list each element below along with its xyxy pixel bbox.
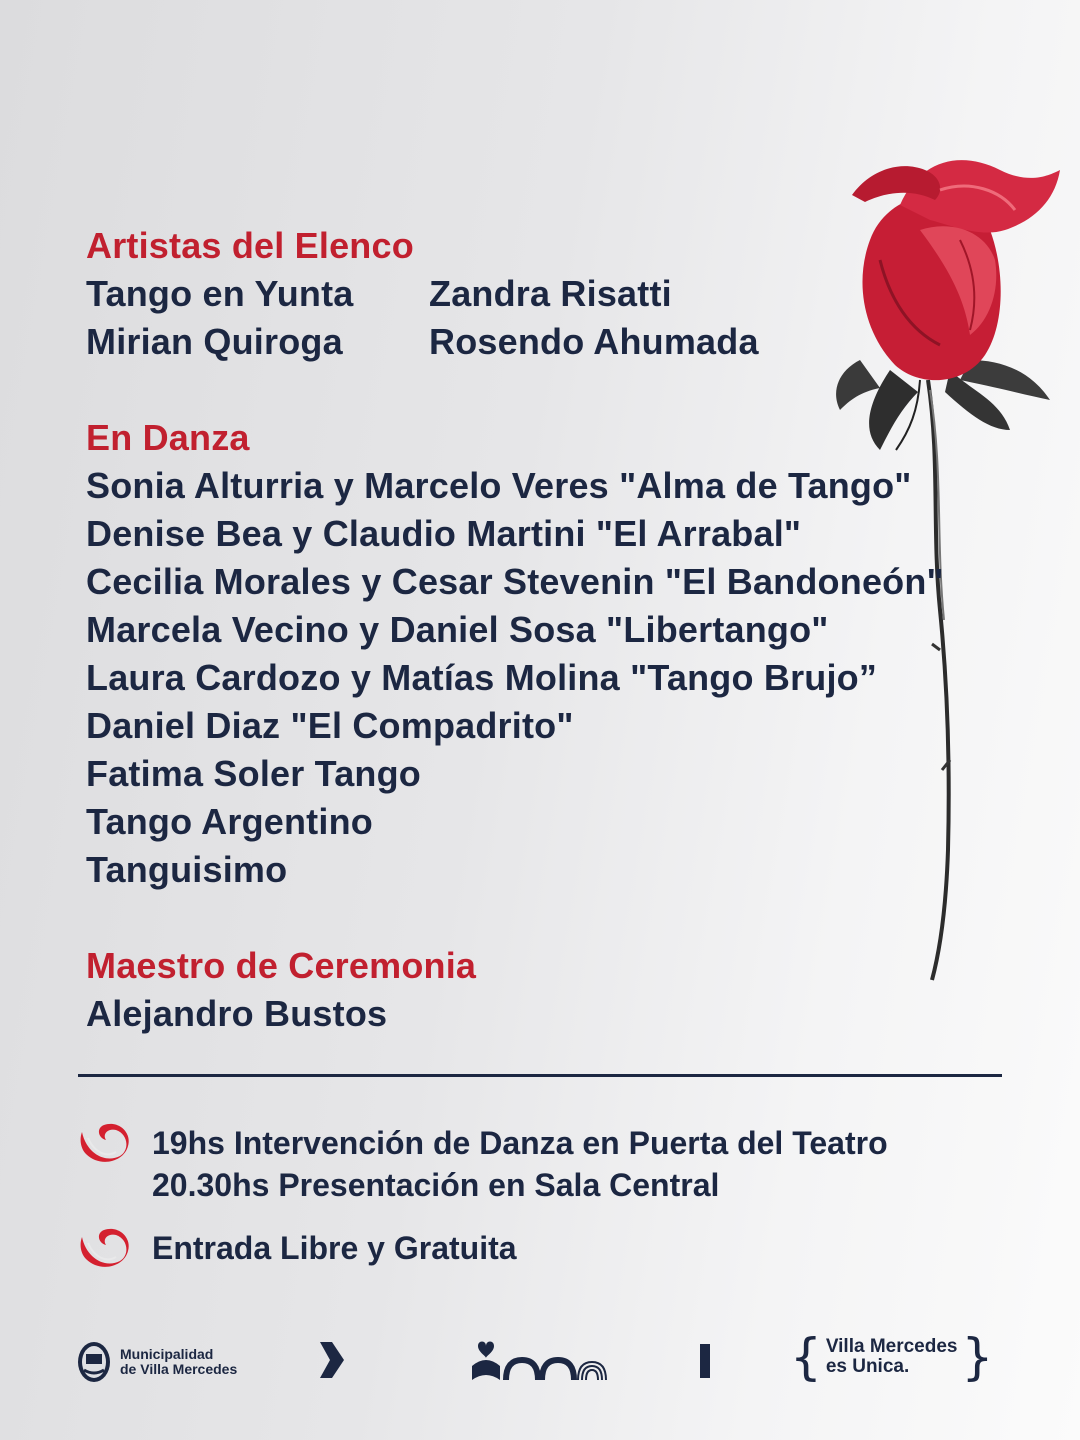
cast-section [86, 222, 1006, 366]
dance-item: Cecilia Morales y Cesar Stevenin "El Bandoneón" [86, 561, 944, 602]
heart-wave-logo [470, 1336, 610, 1384]
dance-item: Denise Bea y Claudio Martini "El Arrabal" [86, 513, 802, 554]
cast-name: Tango en Yunta [86, 273, 354, 314]
dance-item: Daniel Diaz "El Compadrito" [86, 705, 574, 746]
municipality-name [120, 1347, 237, 1377]
cast-name: Mirian Quiroga [86, 321, 343, 362]
admission-text: Entrada Libre y Gratuita [152, 1230, 517, 1266]
separator-bar [700, 1344, 710, 1378]
schedule-line-2: 20.30hs Presentación en Sala Central [152, 1167, 720, 1203]
schedule-text [152, 1122, 888, 1206]
brace-open: { [790, 1328, 822, 1386]
municipality-name-line-1: Municipalidad [120, 1346, 214, 1362]
brand-text [826, 1337, 958, 1377]
brand-line-2: es Unica. [825, 1356, 910, 1377]
program-content [86, 222, 1006, 1086]
dance-item: Tango Argentino [86, 801, 373, 842]
dance-item: Laura Cardozo y Matías Molina "Tango Brujo” [86, 657, 878, 698]
chevron-right-icon [318, 1340, 346, 1380]
cast-name: Zandra Risatti [429, 273, 672, 314]
host-name: Alejandro Bustos [86, 993, 388, 1034]
cast-name: Rosendo Ahumada [429, 321, 759, 362]
cast-heading: Artistas del Elenco [86, 225, 414, 266]
admission-block [78, 1227, 517, 1271]
municipality-logo [76, 1340, 237, 1384]
villa-mercedes-brand [790, 1328, 994, 1386]
schedule-block [78, 1122, 888, 1206]
dance-section [86, 414, 1006, 894]
dance-item: Marcela Vecino y Daniel Sosa "Libertango" [86, 609, 829, 650]
dance-item: Fatima Soler Tango [86, 753, 421, 794]
host-heading: Maestro de Ceremonia [86, 945, 477, 986]
dance-item: Tanguisimo [86, 849, 288, 890]
cast-grid [86, 270, 1006, 366]
brace-close: } [961, 1328, 994, 1386]
divider [78, 1074, 1002, 1077]
footer-logos [0, 1330, 1080, 1400]
red-swirl-icon [78, 1227, 130, 1271]
host-section [86, 942, 1006, 1038]
schedule-line-1: 19hs Intervención de Danza en Puerta del Teatro [152, 1125, 888, 1161]
red-swirl-icon [78, 1122, 130, 1166]
municipality-name-line-2: de Villa Mercedes [120, 1361, 238, 1377]
municipality-seal-icon [76, 1340, 112, 1384]
brand-line-1: Villa Mercedes [825, 1336, 958, 1357]
dance-item: Sonia Alturria y Marcelo Veres "Alma de Tango" [86, 465, 912, 506]
dance-heading: En Danza [86, 417, 250, 458]
